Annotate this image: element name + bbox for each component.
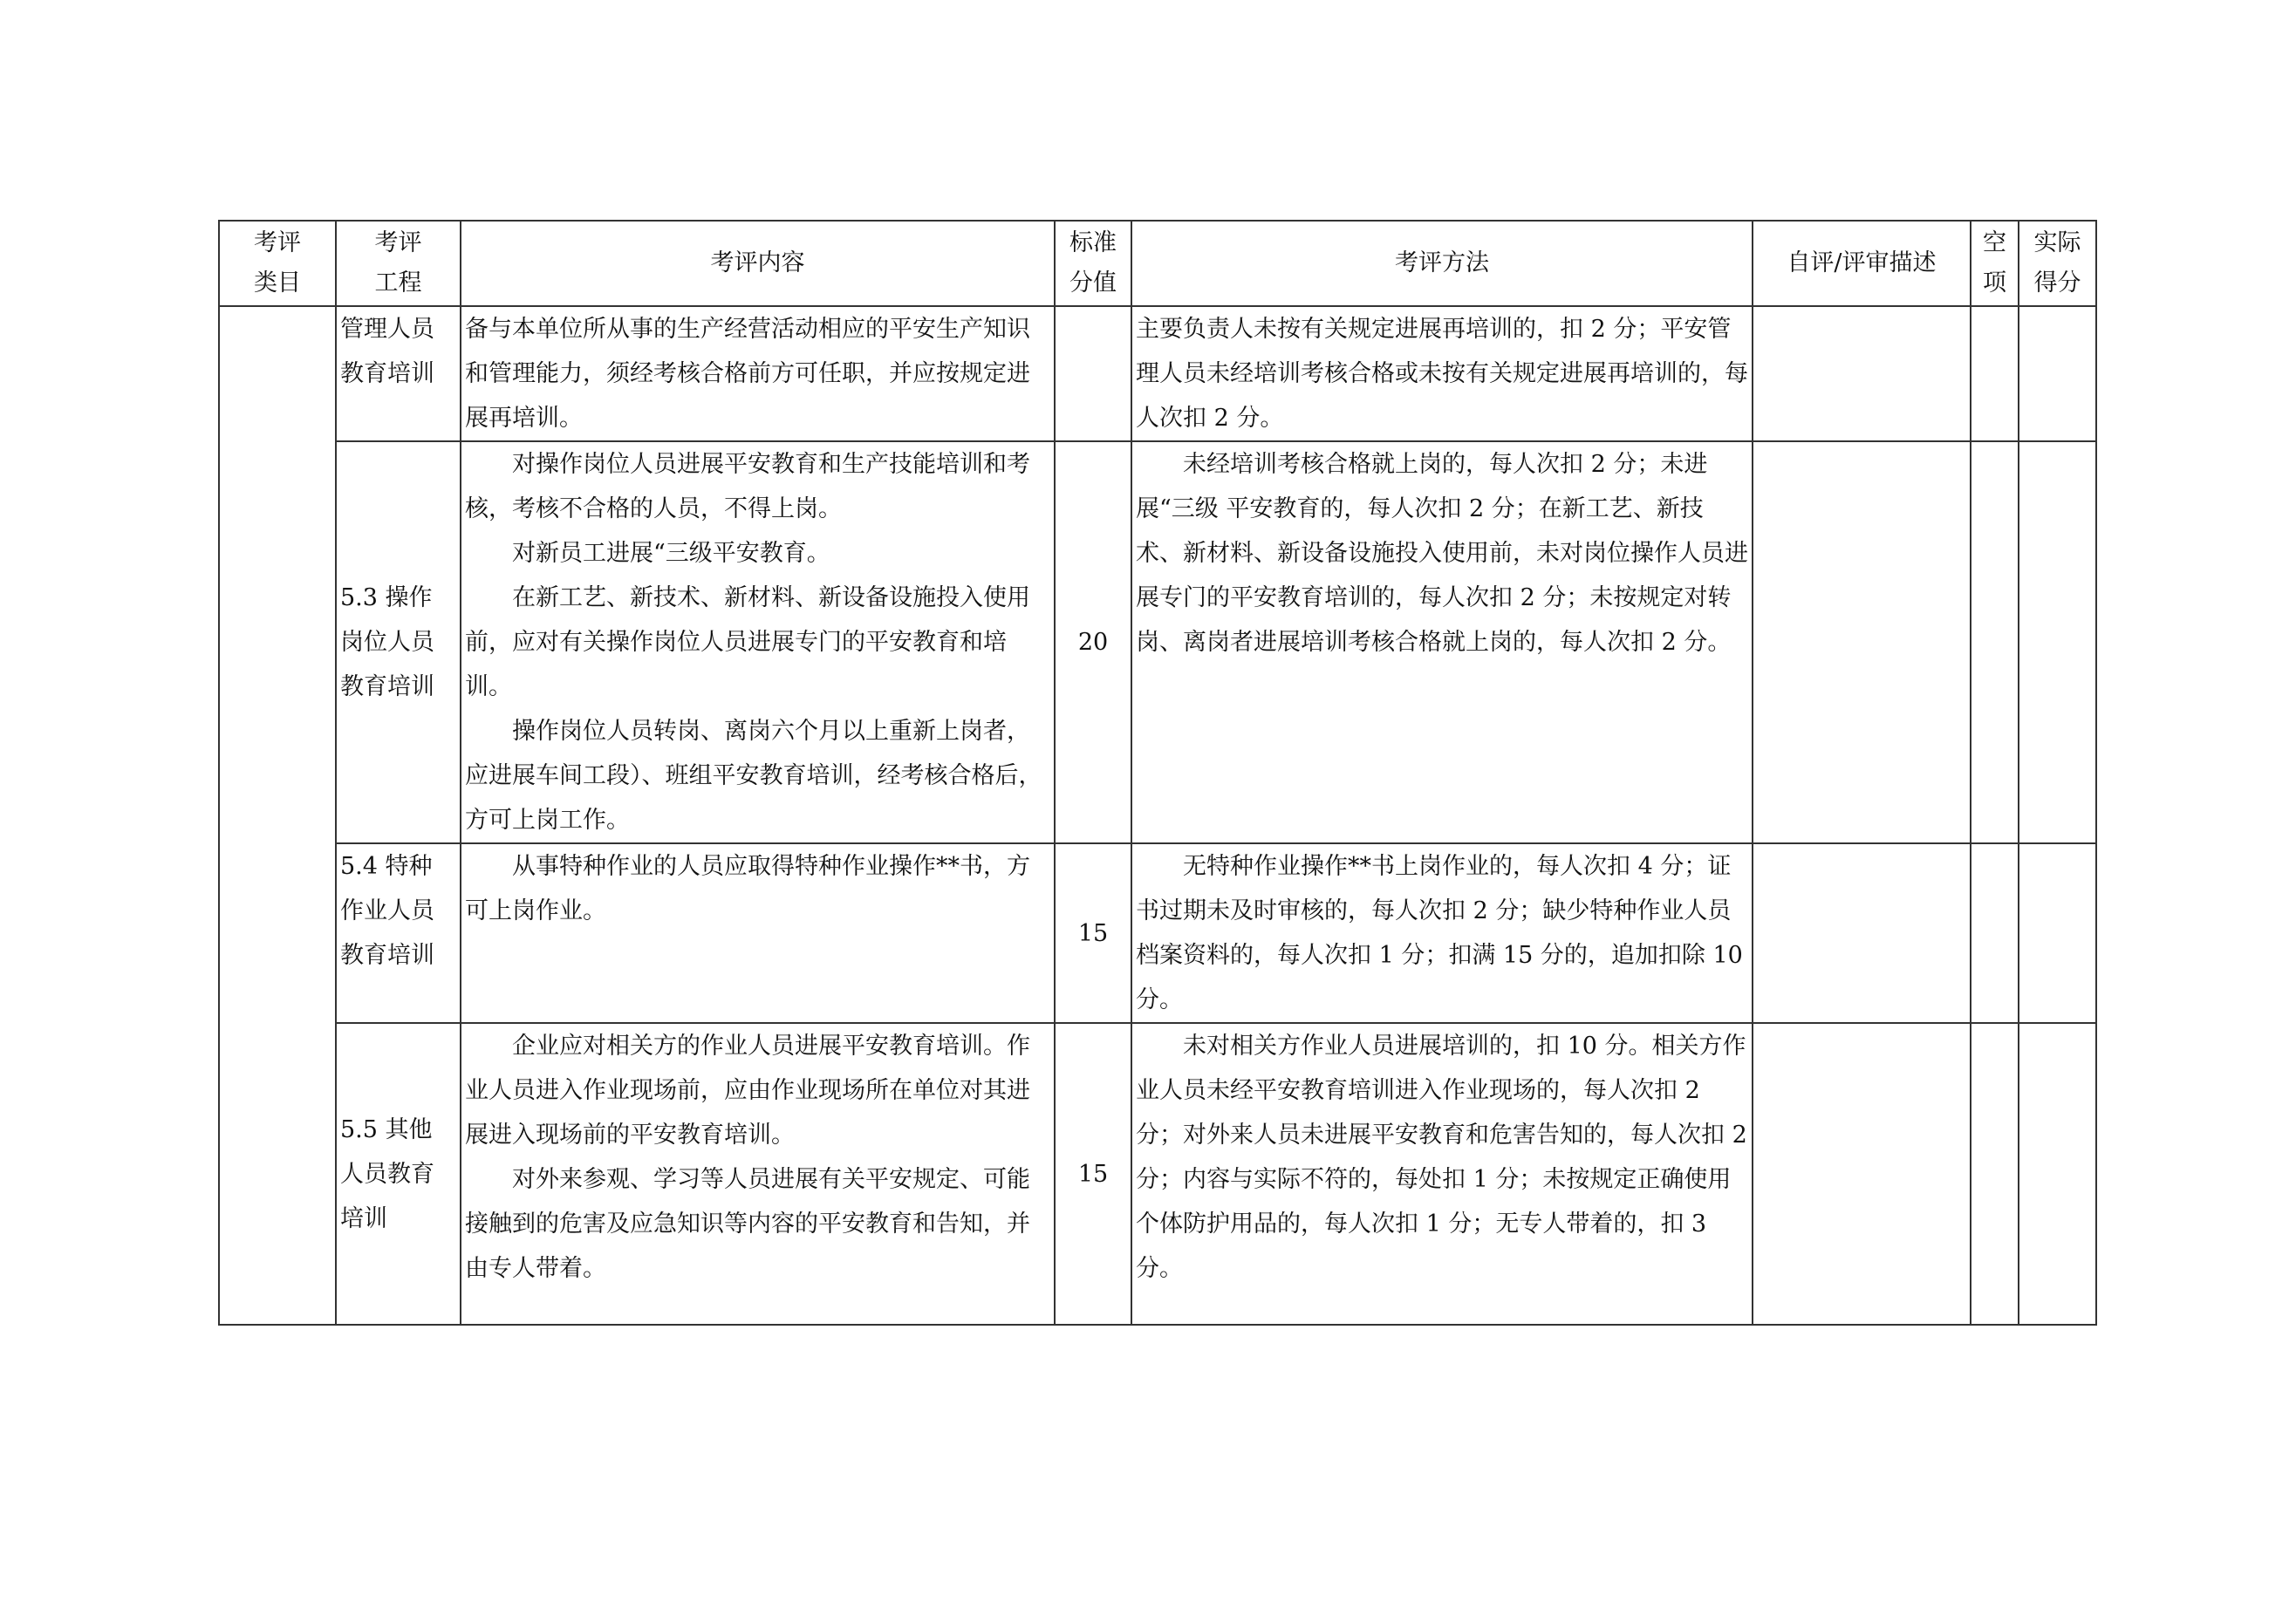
content-paragraph: 对操作岗位人员进展平安教育和生产技能培训和考核，考核不合格的人员，不得上岗。: [465, 451, 1030, 522]
content-paragraph: 从事特种作业的人员应取得特种作业操作**书，方可上岗作业。: [465, 853, 1030, 924]
content-paragraph: 对外来参观、学习等人员进展有关平安规定、可能接触到的危害及应急知识等内容的平安教育和告知，并由专人带着。: [465, 1166, 1030, 1282]
score-cell: [1055, 306, 1131, 441]
header-method: 考评方法: [1131, 221, 1753, 306]
content-cell: [461, 1023, 1055, 1325]
item-cell: [336, 1023, 461, 1325]
header-item: 考评 工程: [336, 221, 461, 306]
self-eval-cell: [1753, 1023, 1971, 1325]
content-cell: [461, 441, 1055, 843]
method-paragraph: 主要负责人未按有关规定进展再培训的，扣 2 分；平安管理人员未经培训考核合格或未按有关规定进展再培训的，每人次扣 2 分。: [1136, 316, 1748, 432]
method-paragraph: 未对相关方作业人员进展培训的，扣 10 分。相关方作业人员未经平安教育培训进入作业现场的，每人次扣 2 分；对外来人员未进展平安教育和危害告知的，每人次扣 2 分；内容与实际不符的，每处扣 1 分；未按规定正确使用个体防护用品的，每人次扣 1 分；无专人带着的，扣 3 分。: [1136, 1033, 1747, 1282]
item-line: 岗位人员: [340, 629, 434, 656]
item-line: 作业人员: [340, 897, 434, 924]
item-line: 教育培训: [340, 673, 434, 700]
method-cell: [1131, 843, 1753, 1023]
content-cell: [461, 843, 1055, 1023]
header-category: 考评 类目: [219, 221, 336, 306]
item-line: 5.5 其他: [340, 1115, 433, 1143]
item-line: 5.3 操作: [340, 584, 433, 611]
item-line: 教育培训: [340, 360, 434, 387]
content-paragraph: 在新工艺、新技术、新材料、新设备设施投入使用前，应对有关操作岗位人员进展专门的平安教育和培训。: [465, 584, 1030, 700]
method-cell: [1131, 306, 1753, 441]
item-line: 5.4 特种: [340, 853, 433, 880]
item-line: 培训: [340, 1204, 387, 1232]
method-cell: [1131, 1023, 1753, 1325]
score-cell: 15: [1055, 843, 1131, 1023]
content-paragraph: 企业应对相关方的作业人员进展平安教育培训。作业人员进入作业现场前，应由作业现场所在单位对其进展进入现场前的平安教育培训。: [465, 1033, 1030, 1149]
actual-score-cell: [2019, 843, 2096, 1023]
content-paragraph: 操作岗位人员转岗、离岗六个月以上重新上岗者，应进展车间工段）、班组平安教育培训，经考核合格后，方可上岗工作。: [465, 718, 1042, 834]
content-paragraph: 对新员工进展“三级平安教育。: [512, 540, 830, 567]
header-actual: 实际 得分: [2019, 221, 2096, 306]
table-row: [219, 843, 2096, 1023]
score-cell: 15: [1055, 1023, 1131, 1325]
table-row: [219, 1023, 2096, 1325]
method-cell: [1131, 441, 1753, 843]
actual-score-cell: [2019, 441, 2096, 843]
category-cell: [219, 306, 336, 1325]
content-cell: [461, 306, 1055, 441]
empty-cell: [1971, 306, 2019, 441]
method-paragraph: 无特种作业操作**书上岗作业的，每人次扣 4 分；证书过期未及时审核的，每人次扣 2 分；缺少特种作业人员档案资料的，每人次扣 1 分；扣满 15 分的，追加扣除 10 分。: [1136, 853, 1743, 1013]
header-score: 标准 分值: [1055, 221, 1131, 306]
content-paragraph: 备与本单位所从事的生产经营活动相应的平安生产知识和管理能力，须经考核合格前方可任职，并应按规定进展再培训。: [465, 316, 1030, 432]
self-eval-cell: [1753, 441, 1971, 843]
item-line: 管理人员: [340, 316, 434, 343]
header-content: 考评内容: [461, 221, 1055, 306]
self-eval-cell: [1753, 843, 1971, 1023]
empty-cell: [1971, 441, 2019, 843]
evaluation-table: [218, 220, 2097, 1326]
item-line: 教育培训: [340, 942, 434, 969]
header-empty: 空 项: [1971, 221, 2019, 306]
item-cell: [336, 306, 461, 441]
header-self-eval: 自评/评审描述: [1753, 221, 1971, 306]
item-line: 人员教育: [340, 1160, 434, 1188]
empty-cell: [1971, 843, 2019, 1023]
actual-score-cell: [2019, 1023, 2096, 1325]
actual-score-cell: [2019, 306, 2096, 441]
empty-cell: [1971, 1023, 2019, 1325]
table-row: [219, 306, 2096, 441]
item-cell: [336, 441, 461, 843]
header-row: [219, 221, 2096, 306]
self-eval-cell: [1753, 306, 1971, 441]
score-cell: 20: [1055, 441, 1131, 843]
item-cell: [336, 843, 461, 1023]
table-row: [219, 441, 2096, 843]
method-paragraph: 未经培训考核合格就上岗的，每人次扣 2 分；未进展“三级 平安教育的，每人次扣 2 分；在新工艺、新技术、新材料、新设备设施投入使用前，未对岗位操作人员进展专门的平安教育培训的，每人次扣 2 分；未按规定对转岗、离岗者进展培训考核合格就上岗的，每人次扣 2 分。: [1136, 451, 1748, 656]
